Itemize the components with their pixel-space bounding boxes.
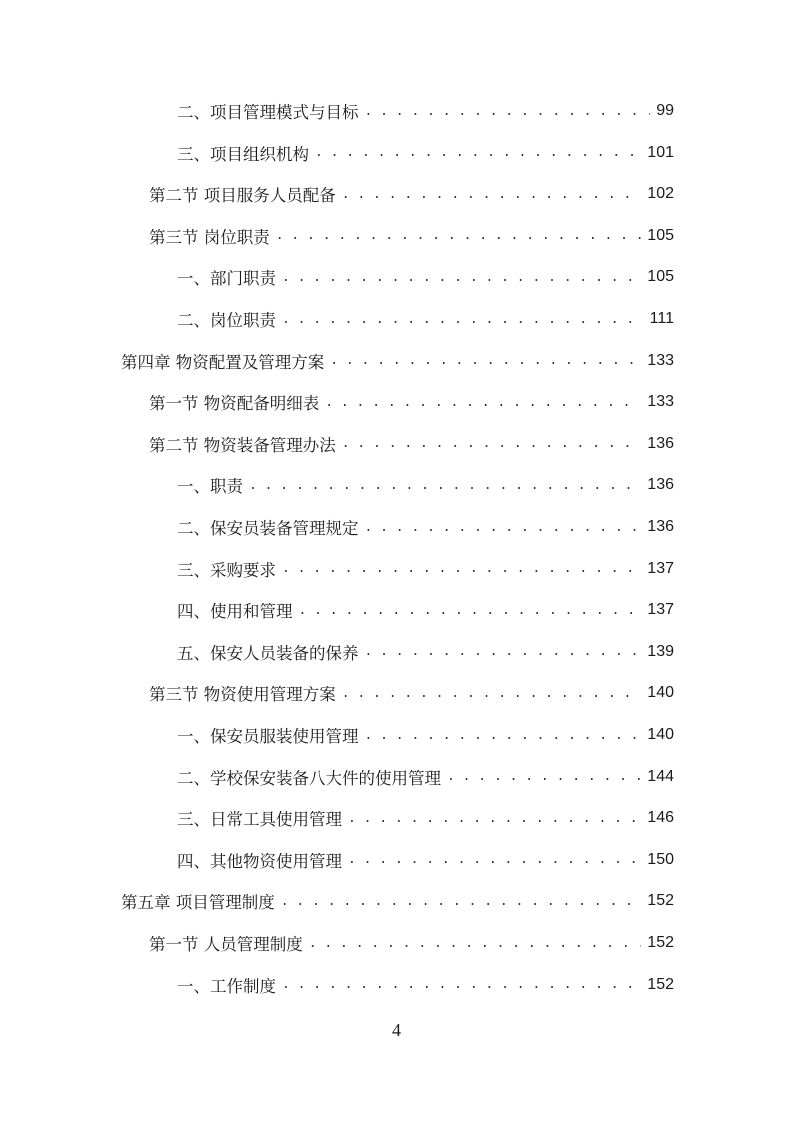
toc-entry-page-number: 102 xyxy=(647,185,674,203)
toc-entry-title: 一、工作制度 xyxy=(177,976,276,996)
toc-entry-title: 二、学校保安装备八大件的使用管理 xyxy=(177,768,441,788)
toc-dot-leader xyxy=(315,145,641,160)
toc-dot-leader xyxy=(281,894,642,909)
toc-entry-page-number: 136 xyxy=(647,434,674,452)
toc-entry-title: 第五章 项目管理制度 xyxy=(121,893,275,913)
toc-entry-page-number: 133 xyxy=(647,393,674,411)
toc-entry-page-number: 137 xyxy=(647,601,674,619)
toc-entry-title: 一、部门职责 xyxy=(177,269,276,289)
toc-dot-leader xyxy=(276,228,642,243)
toc-dot-leader xyxy=(348,852,641,867)
toc-entry[interactable] xyxy=(149,179,674,209)
toc-entry-title: 二、岗位职责 xyxy=(177,311,276,330)
toc-entry[interactable] xyxy=(177,845,674,875)
toc-entry-page-number: 136 xyxy=(647,476,674,494)
toc-entry[interactable] xyxy=(149,387,674,417)
toc-dot-leader xyxy=(309,936,642,951)
toc-entry-page-number: 99 xyxy=(656,102,674,119)
toc-entry[interactable] xyxy=(121,346,674,376)
toc-dot-leader xyxy=(342,187,642,202)
toc-entry-page-number: 152 xyxy=(647,934,674,951)
toc-entry-title: 四、使用和管理 xyxy=(177,602,293,622)
toc-entry[interactable] xyxy=(149,221,674,251)
toc-entry-title: 第一节 人员管理制度 xyxy=(149,935,303,954)
toc-entry[interactable] xyxy=(177,304,674,334)
toc-entry-page-number: 137 xyxy=(647,559,674,577)
toc-entry[interactable] xyxy=(177,512,674,542)
toc-entry[interactable] xyxy=(177,138,674,168)
toc-entry-title: 二、保安员装备管理规定 xyxy=(177,519,359,538)
toc-dot-leader xyxy=(342,436,642,451)
toc-dot-leader xyxy=(282,312,644,327)
toc-entry-title: 一、职责 xyxy=(177,477,243,497)
toc-dot-leader xyxy=(365,728,642,743)
toc-dot-leader xyxy=(342,686,642,701)
toc-entry-page-number: 152 xyxy=(647,975,674,993)
toc-entry-title: 三、项目组织机构 xyxy=(177,144,309,164)
toc-entry-title: 三、采购要求 xyxy=(177,560,276,580)
toc-entry-title: 三、日常工具使用管理 xyxy=(177,810,342,830)
toc-entry-page-number: 140 xyxy=(647,684,674,702)
toc-entry[interactable] xyxy=(149,429,674,459)
page-footer-number: 4 xyxy=(392,1020,401,1040)
toc-entry-page-number: 146 xyxy=(647,809,674,827)
toc-dot-leader xyxy=(249,478,641,493)
toc-dot-leader xyxy=(299,603,642,618)
toc-dot-leader xyxy=(365,104,651,119)
toc-dot-leader xyxy=(282,270,641,285)
toc-dot-leader xyxy=(282,977,641,992)
toc-entry-title: 第二节 项目服务人员配备 xyxy=(149,186,336,206)
toc-dot-leader xyxy=(365,520,642,535)
toc-entry[interactable] xyxy=(177,762,674,792)
toc-entry-page-number: 136 xyxy=(647,518,674,535)
toc-entry[interactable] xyxy=(177,595,674,625)
toc-entry-page-number: 139 xyxy=(647,642,674,660)
toc-entry-title: 四、其他物资使用管理 xyxy=(177,851,342,871)
toc-entry-page-number: 140 xyxy=(647,726,674,743)
toc-entry[interactable] xyxy=(177,970,674,1000)
toc-dot-leader xyxy=(365,644,642,659)
toc-dot-leader xyxy=(348,811,641,826)
toc-entry[interactable] xyxy=(177,96,674,126)
toc-entry-page-number: 105 xyxy=(647,226,674,244)
toc-dot-leader xyxy=(447,769,641,784)
toc-entry[interactable] xyxy=(177,554,674,584)
toc-entry-page-number: 111 xyxy=(649,310,674,327)
toc-entry-title: 一、保安员服装使用管理 xyxy=(177,727,359,746)
toc-entry[interactable] xyxy=(177,262,674,292)
toc-dot-leader xyxy=(325,395,641,410)
toc-entry-page-number: 144 xyxy=(647,767,674,785)
toc-entry[interactable] xyxy=(177,803,674,833)
toc-entry-page-number: 105 xyxy=(647,268,674,286)
toc-entry-title: 第一节 物资配备明细表 xyxy=(149,394,320,414)
toc-entry-page-number: 133 xyxy=(647,351,674,369)
toc-entry[interactable] xyxy=(177,470,674,500)
toc-entry-title: 第三节 物资使用管理方案 xyxy=(149,685,336,705)
toc-entry-title: 第四章 物资配置及管理方案 xyxy=(121,352,325,372)
toc-entry-title: 五、保安人员装备的保养 xyxy=(177,643,359,663)
toc-entry[interactable] xyxy=(121,886,674,916)
toc-entry-title: 第二节 物资装备管理办法 xyxy=(149,435,336,455)
toc-entry[interactable] xyxy=(149,678,674,708)
toc-entry-page-number: 101 xyxy=(647,143,674,161)
toc-entry[interactable] xyxy=(149,928,674,958)
toc-entry-page-number: 150 xyxy=(647,850,674,868)
toc-entry-page-number: 152 xyxy=(647,892,674,910)
toc-entry[interactable] xyxy=(177,637,674,667)
toc-entry[interactable] xyxy=(177,720,674,750)
toc-dot-leader xyxy=(330,353,641,368)
toc-entry-title: 二、项目管理模式与目标 xyxy=(177,103,359,122)
toc-dot-leader xyxy=(282,561,641,576)
toc-entry-title: 第三节 岗位职责 xyxy=(149,227,270,247)
